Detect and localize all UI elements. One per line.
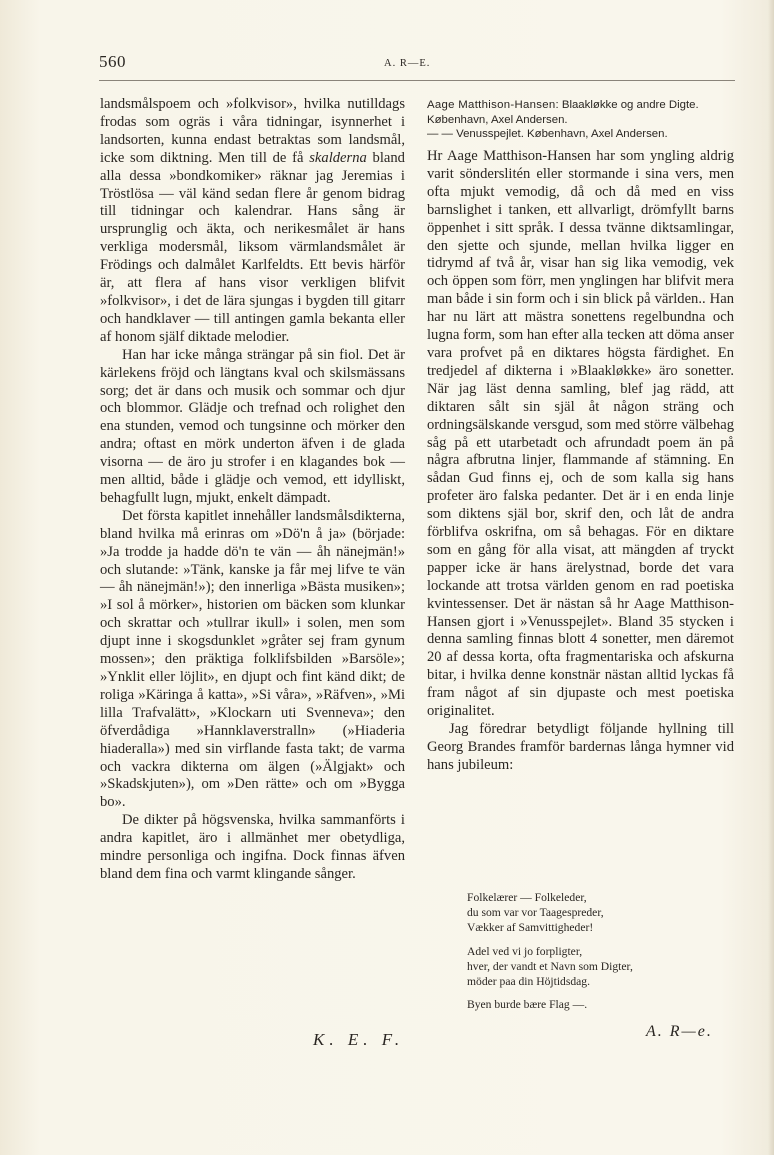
paragraph: Det första kapitlet innehåller landsmålsdikterna, bland hvilka må erinras om »Dö'n å ja» (började: »Ja trodde ja hadde dö'n te vän — åh nänejmän!» och slutande: »Tänk, kanske ja får mej lifve te vän — åh nänejmän!»); den innerliga »Bästa musiken»; »I sol å mörker», historien om bäcken som klunkar och skrattar och »tullrar ikull» i solen, men som djupt inne i skogsdunklet »gråter sej fram gynum mossen»; den präktiga folklifsbilden »Barsöle»; »Ynklit eller löjlit», en djupt och fint känd dikt; de roliga »Käringa å katta», »Si våra», »Räfven», »Mi lilla Trafvalätt», »Klockarn uti Svenneva»; den öfverdådiga »Hannklaverstralln» (»Hiaderia hiaderalla») med sin virflande fasta takt; de varma och vackra dikterna om älgen (»Älgjakt» och »Skadskjuten»), om »Den rätte» och om »Bygga bo».	[100, 507, 405, 811]
poem-stanza	[467, 890, 737, 936]
review-heading	[427, 98, 737, 142]
header-rule	[99, 80, 735, 81]
poem-line: du som var vor Taagespreder,	[467, 906, 604, 920]
page-edge-shadow	[768, 0, 774, 1155]
quoted-poem	[467, 890, 737, 1020]
poem-line: möder paa din Höjtidsdag.	[467, 975, 590, 989]
poem-line: Adel ved vi jo forpligter,	[467, 944, 583, 958]
paragraph: De dikter på högsvenska, hvilka sammanförts i andra kapitlet, äro i allmänhet mer obetydliga, mindre personliga och ingifna. Dock finnas äfven bland dem fina och varmt klingande sånger.	[100, 812, 405, 882]
poem-stanza	[467, 997, 737, 1012]
review-author: Aage Matthison-Hansen	[427, 99, 556, 111]
review-line-1	[427, 98, 737, 127]
poem-line: Byen burde bære Flag —.	[467, 998, 588, 1012]
poem-stanza	[467, 944, 737, 990]
poem-line: Folkelærer — Folkeleder,	[467, 891, 587, 904]
poem-line: hver, der vandt et Navn som Digter,	[467, 959, 633, 973]
emphasis: skalderna	[309, 149, 367, 166]
signature-are: A. R—e.	[646, 1023, 713, 1040]
signature-kef: K. E. F.	[313, 1030, 405, 1049]
paragraph: Jag föredrar betydligt följande hyllning till Georg Brandes framför bardernas långa hymner vid hans jubileum:	[427, 721, 734, 773]
paragraph: Han har icke många strängar på sin fiol. Det är kärlekens fröjd och längtans kval och skilsmässans sorg; det är dans och musik och sommar och djur och blommor. Glädje och trefnad och rolighet den ena stunden, vemod och tungsinne och mörker den andra; oftast en mörk underton äfven i de glada visorna — de äro ju strofer i en klagandes bok — men alltid, både i glädje och vemod, ett idylliskt, behagfullt lugn, mjukt, enkelt dämpadt.	[100, 346, 405, 506]
poem-line: Vækker af Samvittigheder!	[467, 921, 594, 935]
review-line-2: — — Venusspejlet. København, Axel Andersen.	[427, 128, 668, 140]
paragraph: landsmålspoem och »folkvisor», hvilka nutilldags frodas som ogräs i våra tidningar, isynnerhet i landsorten, kunna endast betraktas som landsmål, icke som diktning. Men till de få skalderna bland alla dessa »bondkomiker» räknar jag Jeremias i Tröstlösa — väl känd sedan flere år genom bidrag till tidningar och kalendrar. Hans sång är ursprunglig och äkta, och nerikesmålet är hans verkliga modersmål, liksom värmlandsmålet är Frödings och dalmålet Karlfeldts. Ett bevis härför är, att flera af hans visor verkligen blifvit »folkvisor», i det de lära sjungas i bygden till gitarr och handklaver — till antingen gamla bekanta eller af honom själf diktade melodier.	[100, 96, 405, 345]
right-column	[427, 148, 734, 775]
page-number: 560	[99, 52, 126, 71]
left-column	[100, 96, 405, 884]
review-title-1: : Blaakløkke og andre Digte. København, Axel Andersen.	[427, 99, 699, 126]
paragraph: Hr Aage Matthison-Hansen har som yngling aldrig varit sönderslitén eller stormande i sina vers, men ofta mjukt vemodig, då och då med en viss barnslighet i tanken, ett allvarligt, drömfyllt barns öppenhet i sitt språk. I dessa tvänne diktsamlingar, den sjette och sjunde, mellan hvilka ligger en tidrymd af två år, visar han sig lika vemodig, vek och öppen som förr, men ynglingen har blifvit mera man både i sin form och i sin blick på världen.. Han har nu lärt att mästra sonettens regelbundna och lugna form, som han efter alla tecken att döma anser vara profvet på en diktares högsta färdighet. En tredjedel af dikterna i »Blaakløkke» äro sonetter. När jag läst denna samling, blef jag rädd, att diktaren sålt sin själ åt någon sträng och ordningsälskande versgud, som med större välbehag såg på ett utarbetadt och afrundadt poem än på några afbrutna linjer, flammande af stämning. En sådan Gud finns ej, och de som kalla sig hans profeter äro falska pedanter. Det är i en enda linje som diktens själ bor, skrif den, och låt de andra förblifva oskrifna, om så behagas. För en diktare som en gång för alla visat, att mängden af tryckt papper icke är hans ärelystnad, borde det vara lockande att trotsa världen genom en rad poetiska kvintessenser. Det är nästan så hr Aage Matthison-Hansen gjort i »Venusspejlet». Bland 35 stycken i denna samling finnas blott 4 sonetter, men däremot 20 af dessa korta, ofta fragmentariska och afskurna bitar, i hvilka denne konstnär nästan alltid lyckas få fram något af sin djupaste och mest poetiska originalitet.	[427, 148, 734, 720]
running-head: A. R—E.	[384, 58, 431, 69]
